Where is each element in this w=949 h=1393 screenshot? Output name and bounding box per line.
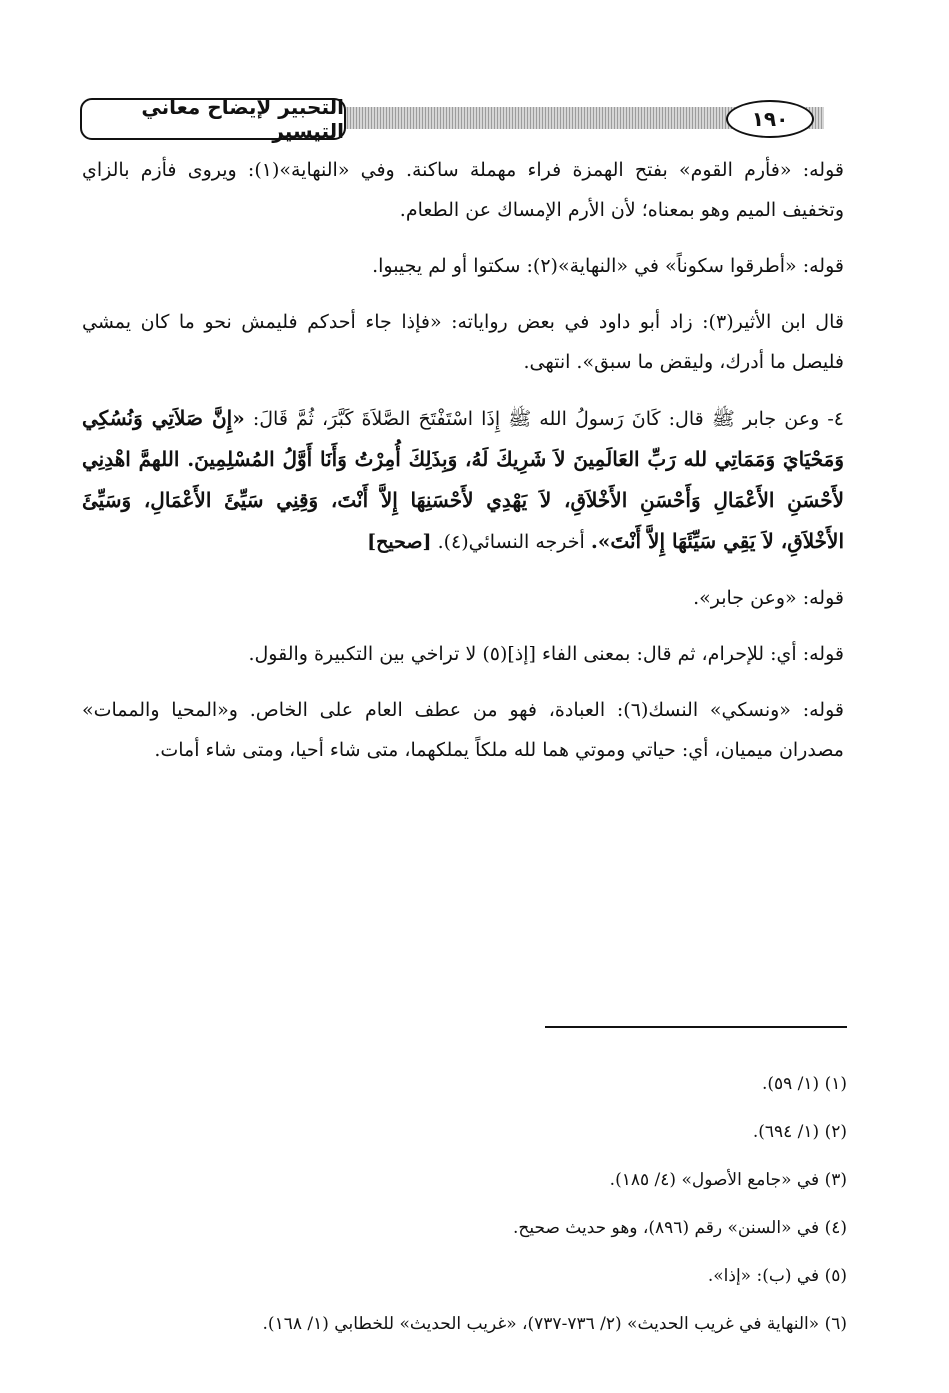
main-text [82, 150, 844, 786]
footnote: (٦) «النهاية في غريب الحديث» (٢/ ٧٣٦-٧٣٧)، «غريب الحديث» للخطابي (١/ ١٦٨). [262, 1314, 847, 1334]
paragraph: قوله: «وعن جابر». [693, 587, 844, 609]
footnotes [82, 1060, 847, 1348]
page-header [76, 96, 844, 142]
book-title: التحبير لإيضاح معاني التيسير [80, 98, 346, 140]
page-number: ١٩٠ [726, 100, 814, 138]
paragraph: قوله: أي: للإحرام، ثم قال: بمعنى الفاء [إذ](٥) لا تراخي بين التكبيرة والقول. [248, 643, 844, 665]
hadith-source: أخرجه النسائي(٤). [437, 531, 585, 553]
paragraph: قوله: «ونسكي» النسك(٦): العبادة، فهو من عطف العام على الخاص. و«المحيا والممات» مصدران ميميان، أي: حياتي وموتي هما لله ملكاً يملكهما، متى شاء أحيا، ومتى شاء أمات. [82, 699, 844, 761]
footnote: (٢) (١/ ٦٩٤). [752, 1122, 847, 1142]
paragraph: قال ابن الأثير(٣): زاد أبو داود في بعض رواياته: «فإذا جاء أحدكم فليمش نحو ما كان يمشي فليصل ما أدرك، وليقض ما سبق». انتهى. [82, 311, 844, 373]
footnote: (٥) في (ب): «إذا». [707, 1266, 847, 1286]
hadith-text: «إِنَّ صَلاَتِي وَنُسُكِي وَمَحْيَايَ وَمَمَاتِي لله رَبِّ العَالَمِينَ لاَ شَرِيكَ لَهُ، وَبِذَلِكَ أُمِرْتُ وَأَنَا أَوَّلُ المُسْلِمِينَ. اللهمَّ اهْدِنِي لأَحْسَنِ الأَعْمَالِ وَأَحْسَنِ الأَخْلاَقِ، لاَ يَهْدِي لأَحْسَنِهَا إِلاَّ أَنْتَ، وَقِنِي سَيِّئَ الأَعْمَالِ، وَسَيِّئَ الأَخْلاَقِ، لاَ يَقِي سَيِّئَهَا إِلاَّ أَنْتَ». [82, 406, 844, 553]
hadith-intro: ٤- وعن جابر ﷺ قال: كَانَ رَسولُ الله ﷺ إِذَا اسْتَفْتَحَ الصَّلاَةَ كَبَّرَ، ثُمَّ قَالَ: [252, 408, 844, 430]
footnote: (١) (١/ ٥٩). [761, 1074, 847, 1094]
hadith-grade: [صحيح] [367, 531, 432, 553]
footnote: (٣) في «جامع الأصول» (٤/ ١٨٥). [609, 1170, 847, 1190]
paragraph: قوله: «أطرقوا سكوناً» في «النهاية»(٢): سكتوا أو لم يجيبوا. [372, 255, 844, 277]
hadith-paragraph [82, 398, 844, 562]
paragraph: قوله: «فأرم القوم» بفتح الهمزة فراء مهملة ساكنة. وفي «النهاية»(١): ويروى فأزم بالزاي وتخفيف الميم وهو بمعناه؛ لأن الأرم الإمساك عن الطعام. [82, 159, 844, 221]
footnote-separator [545, 1026, 847, 1028]
footnote: (٤) في «السنن» رقم (٨٩٦)، وهو حديث صحيح. [512, 1218, 847, 1238]
